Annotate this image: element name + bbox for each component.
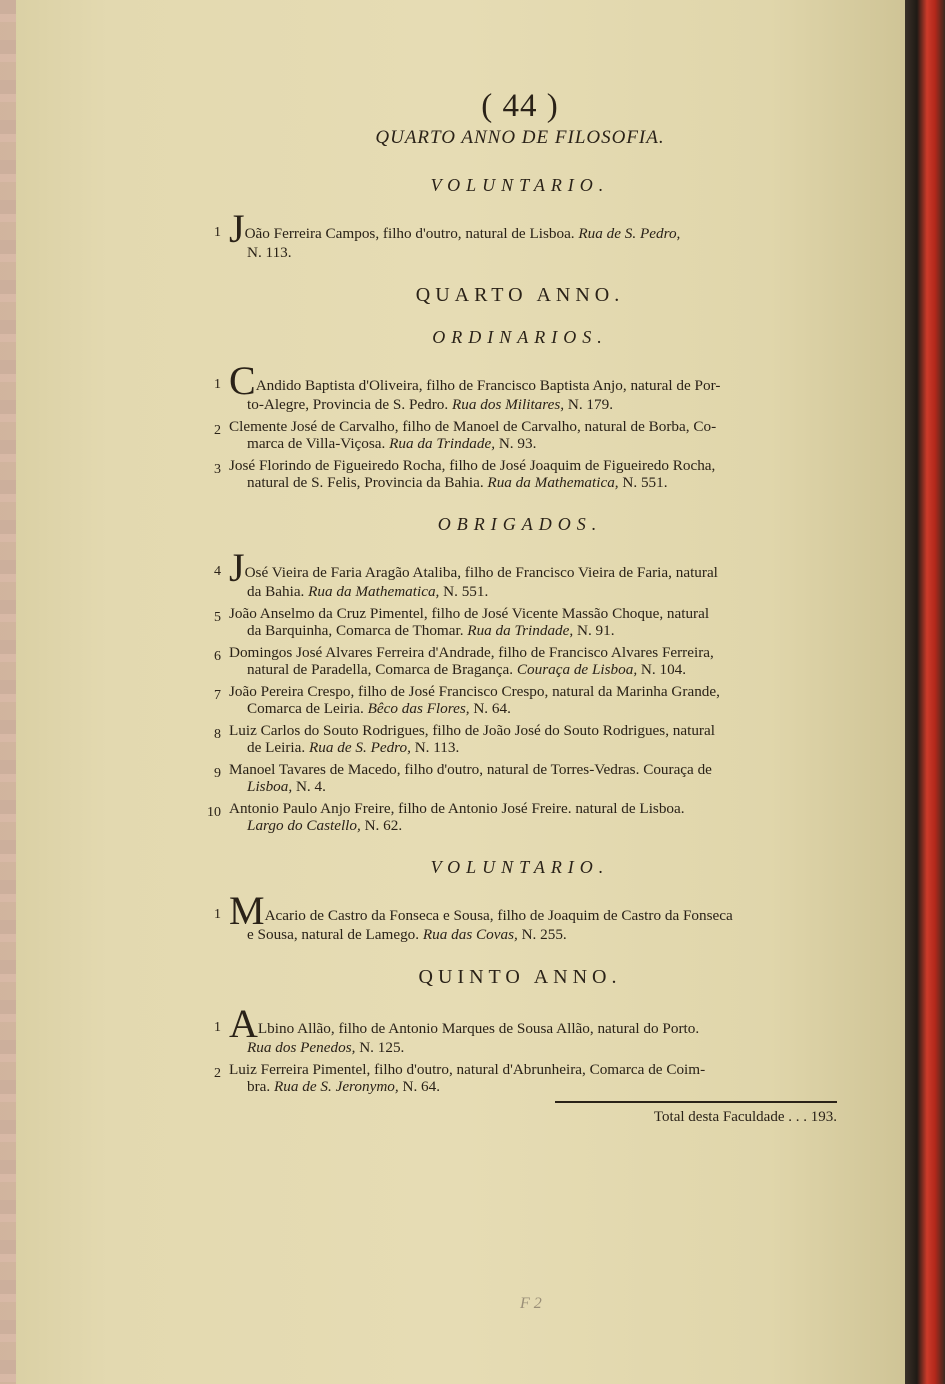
list-item: 4 JOsé Vieira de Faria Aragão Ataliba, filho de Francisco Vieira de Faria, natural da Bahia. Rua da Mathematica, N. 551.: [214, 545, 718, 600]
list-item: 6 Domingos José Alvares Ferreira d'Andrade, filho de Francisco Alvares Ferreira, natural de Paradella, Comarca de Bragança. Couraça de Lisboa, N. 104.: [214, 644, 714, 678]
section-heading-ordinarios: ORDINARIOS.: [432, 327, 608, 347]
section-heading-voluntario-2: VOLUNTARIO.: [430, 857, 610, 877]
list-item: 3 José Florindo de Figueiredo Rocha, filho de José Joaquim de Figueiredo Rocha, natural de S. Felis, Provincia da Bahia. Rua da Mathematica, N. 551.: [214, 457, 716, 491]
list-item: 10 Antonio Paulo Anjo Freire, filho de Antonio José Freire. natural de Lisboa. Largo do Castello, N. 62.: [207, 800, 685, 834]
list-item: 1 JOão Ferreira Campos, filho d'outro, natural de Lisboa. Rua de S. Pedro, N. 113.: [214, 206, 681, 261]
list-item: 2 Clemente José de Carvalho, filho de Manoel de Carvalho, natural de Borba, Co- marca de Villa-Viçosa. Rua da Trindade, N. 93.: [214, 418, 717, 452]
list-item: 8 Luiz Carlos do Souto Rodrigues, filho de João José do Souto Rodrigues, natural de Leiria. Rua de S. Pedro, N. 113.: [214, 722, 715, 756]
list-item: 2 Luiz Ferreira Pimentel, filho d'outro, natural d'Abrunheira, Comarca de Coim- bra. Rua de S. Jeronymo, N. 64.: [214, 1061, 706, 1095]
section-heading-quinto-anno: QUINTO ANNO.: [418, 966, 622, 988]
page-number: ( 44 ): [481, 88, 559, 124]
page-edge: [0, 0, 16, 1384]
list-item: 1 ALbino Allão, filho de Antonio Marques de Sousa Allão, natural do Porto. Rua dos Penedos, N. 125.: [214, 1001, 700, 1056]
section-heading-quarto-anno: QUARTO ANNO.: [415, 284, 625, 306]
list-item: 1 CAndido Baptista d'Oliveira, filho de Francisco Baptista Anjo, natural de Por- to-Alegre, Provincia de S. Pedro. Rua dos Militares, N. 179.: [214, 358, 721, 413]
faculty-total: Total desta Faculdade . . . 193.: [653, 1109, 837, 1125]
list-item: 1 MAcario de Castro da Fonseca e Sousa, filho de Joaquim de Castro da Fonseca e Sousa, natural de Lamego. Rua das Covas, N. 255.: [214, 888, 733, 943]
total-rule: [555, 1101, 837, 1103]
list-item: 5 João Anselmo da Cruz Pimentel, filho de José Vicente Massão Choque, natural da Barquinha, Comarca de Thomar. Rua da Trindade, N. 91.: [214, 605, 710, 639]
list-item: 7 João Pereira Crespo, filho de José Francisco Crespo, natural da Marinha Grande, Comarca de Leiria. Bêco das Flores, N. 64.: [214, 683, 720, 717]
section-heading-voluntario: VOLUNTARIO.: [430, 175, 610, 195]
book-spine: [905, 0, 945, 1384]
list-item: 9 Manoel Tavares de Macedo, filho d'outro, natural de Torres-Vedras. Couraça de Lisboa, N. 4.: [214, 761, 712, 795]
section-heading-obrigados: OBRIGADOS.: [437, 514, 603, 534]
faculty-title: QUARTO ANNO DE FILOSOFIA.: [375, 127, 665, 148]
signature-mark: F 2: [520, 1295, 542, 1312]
page-content: [195, 88, 845, 1126]
